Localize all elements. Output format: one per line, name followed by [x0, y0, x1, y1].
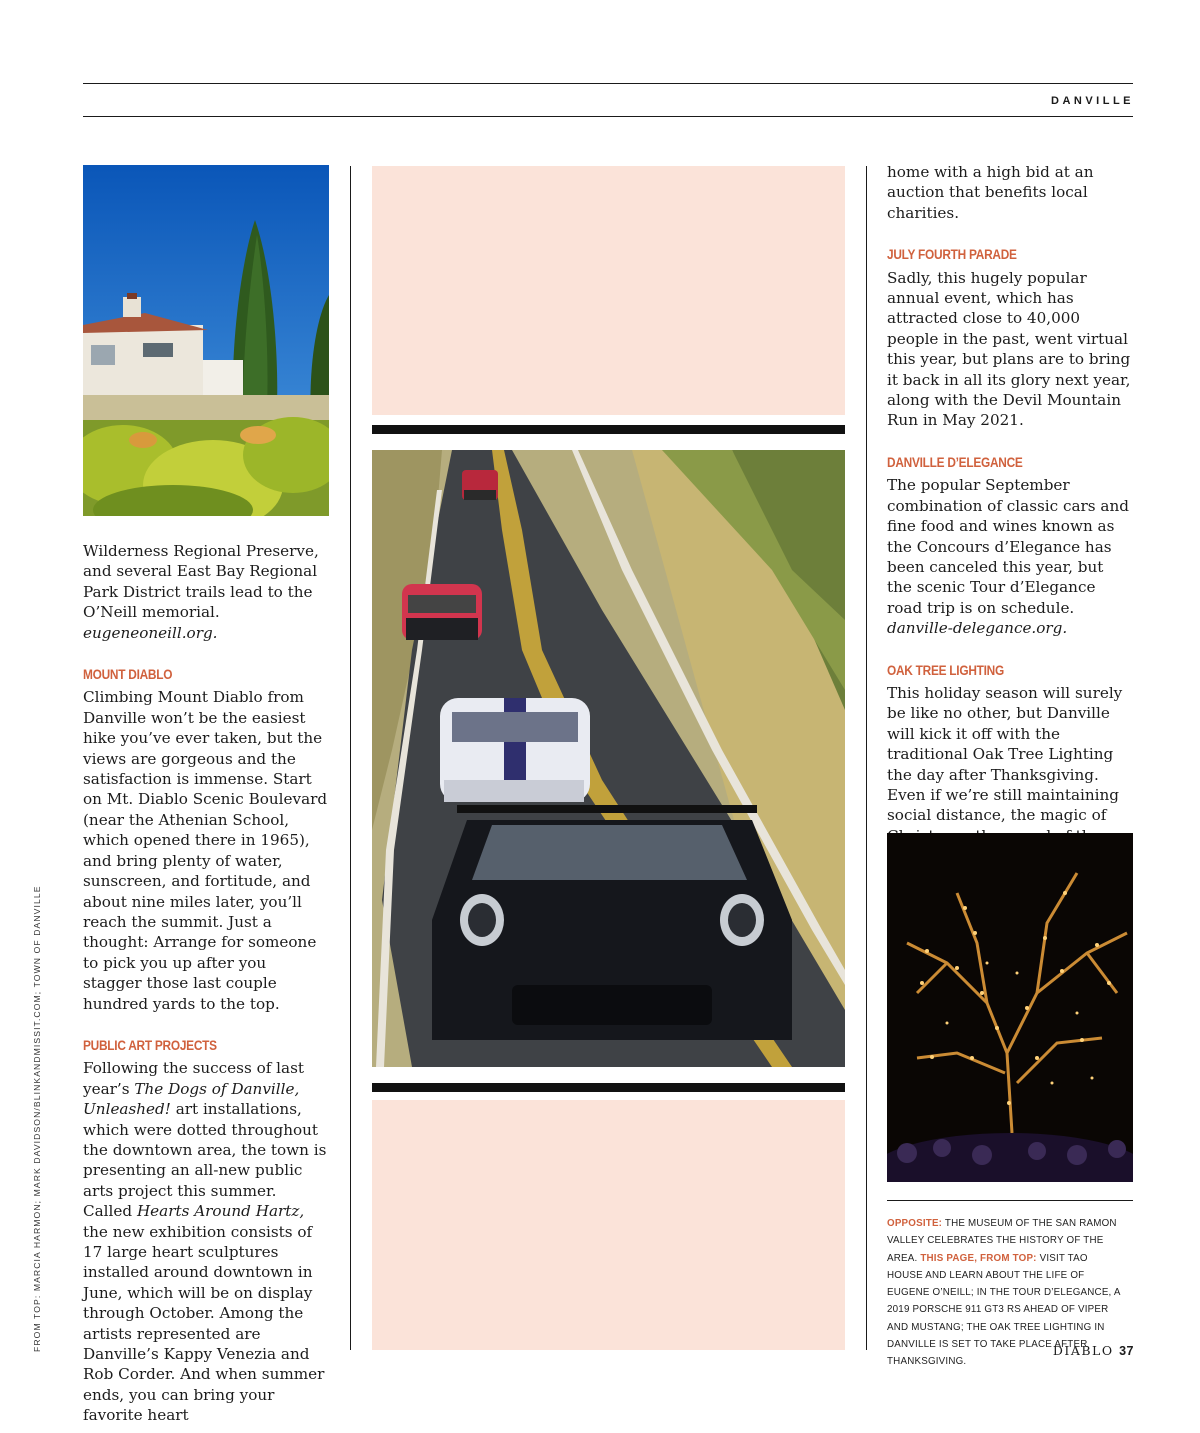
intro-paragraph: Wilderness Regional Preserve, and several East Bay Regional Park District trails lead to the O’Neill memorial. eugeneoneill.org.	[83, 542, 319, 642]
right-column	[887, 162, 1133, 907]
heading-delegance: DANVILLE D’ELEGANCE	[887, 454, 1023, 470]
black-bar-bottom	[372, 1083, 845, 1092]
left-column	[83, 541, 329, 1426]
oak-tree-lighting-photo	[887, 833, 1133, 1182]
page-number: 37	[1119, 1344, 1134, 1358]
column-divider-left	[350, 166, 351, 1350]
delegance-body: The popular September combination of classic cars and fine food and wines known as the Concours d’Elegance has been canceled this year, but the scenic Tour d’Elegance road trip is on schedule. danville-delegance.org.	[887, 476, 1129, 638]
oak-tree-body: This holiday season will surely be like no other, but Danville will kick it off with the traditional Oak Tree Lighting the day after Thanksgiving. Even if we’re still maintaining social distance, the magic of	[887, 683, 1123, 825]
folio	[1053, 1343, 1134, 1358]
peach-panel-top	[372, 166, 845, 415]
heading-oak-tree: OAK TREE LIGHTING	[887, 662, 1004, 678]
caption-rule	[887, 1200, 1133, 1201]
header-bottom-rule	[83, 116, 1133, 117]
eugeneoneill-link[interactable]: eugeneoneill.org.	[83, 623, 218, 642]
tour-delegance-photo	[372, 450, 845, 1067]
peach-panel-bottom	[372, 1100, 845, 1350]
column-divider-right	[866, 166, 867, 1350]
tao-house-photo	[83, 165, 329, 516]
july-fourth-body: Sadly, this hugely popular annual event, which has attracted close to 40,000 people in the past, went virtual this year, but plans are to bring it back in all its glory next year, along with the Devil Mountain Run in May 2021.	[887, 268, 1131, 430]
photo-credit: FROM TOP: MARCIA HARMON; MARK DAVIDSON/BLINKANDMISSIT.COM; TOWN OF DANVILLE	[32, 885, 42, 1352]
delegance-link[interactable]: danville-delegance.org.	[887, 619, 1068, 638]
section-label: DANVILLE	[1051, 95, 1134, 107]
magazine-name: DIABLO	[1052, 1343, 1114, 1358]
public-art-body: Following the success of last year’s The Dogs of Danville, Unleashed! art installations, which were dotted throughout the downtown area, the town is presenting an all-new public arts project this summer. Called Hearts Around Hartz, the new exhibition consists of 17 large heart sculptures installed around downtown in June, which will be on display through October. Among the artists represented are Danville’s Kappy Venezia and Rob Corder. And when summer ends, you can bring your favorite heart	[83, 1059, 327, 1425]
photo-caption: OPPOSITE: THE MUSEUM OF THE SAN RAMON VALLEY CELEBRATES THE HISTORY OF THE AREA. THIS PAGE, FROM TOP: VISIT TAO HOUSE AND LEARN ABOUT THE LIFE OF EUGENE O’NEILL; IN THE TOUR D’ELEGANCE, A 2019 PORSCHE 911 GT3 RS AHEAD OF VIPER AND MUSTANG; THE OAK TREE LIGHTING IN DANVILLE IS SET TO TAKE PLACE AFTER THANKSGIVING.	[887, 1218, 1121, 1368]
heading-july-fourth: JULY FOURTH PARADE	[887, 247, 1017, 263]
top-rule	[83, 83, 1133, 84]
continuation-paragraph: home with a high bid at an auction that benefits local charities.	[887, 163, 1094, 222]
mount-diablo-body: Climbing Mount Diablo from Danville won’t be the easiest hike you’ve ever taken, but the views are gorgeous and the satisfaction is immense. Start on Mt. Diablo Scenic Boulevard (near the Athenian School, which opened there in 1965), and bring plenty of water, sunscreen, and fortitude, and about nine miles later, you’ll reach the summit. Just a thought: Arrange for someone to pick you up after you stagger those last couple hundred yards to the top.	[83, 688, 328, 1013]
heading-public-art: PUBLIC ART PROJECTS	[83, 1037, 217, 1053]
black-bar-top	[372, 425, 845, 434]
heading-mount-diablo: MOUNT DIABLO	[83, 667, 173, 683]
